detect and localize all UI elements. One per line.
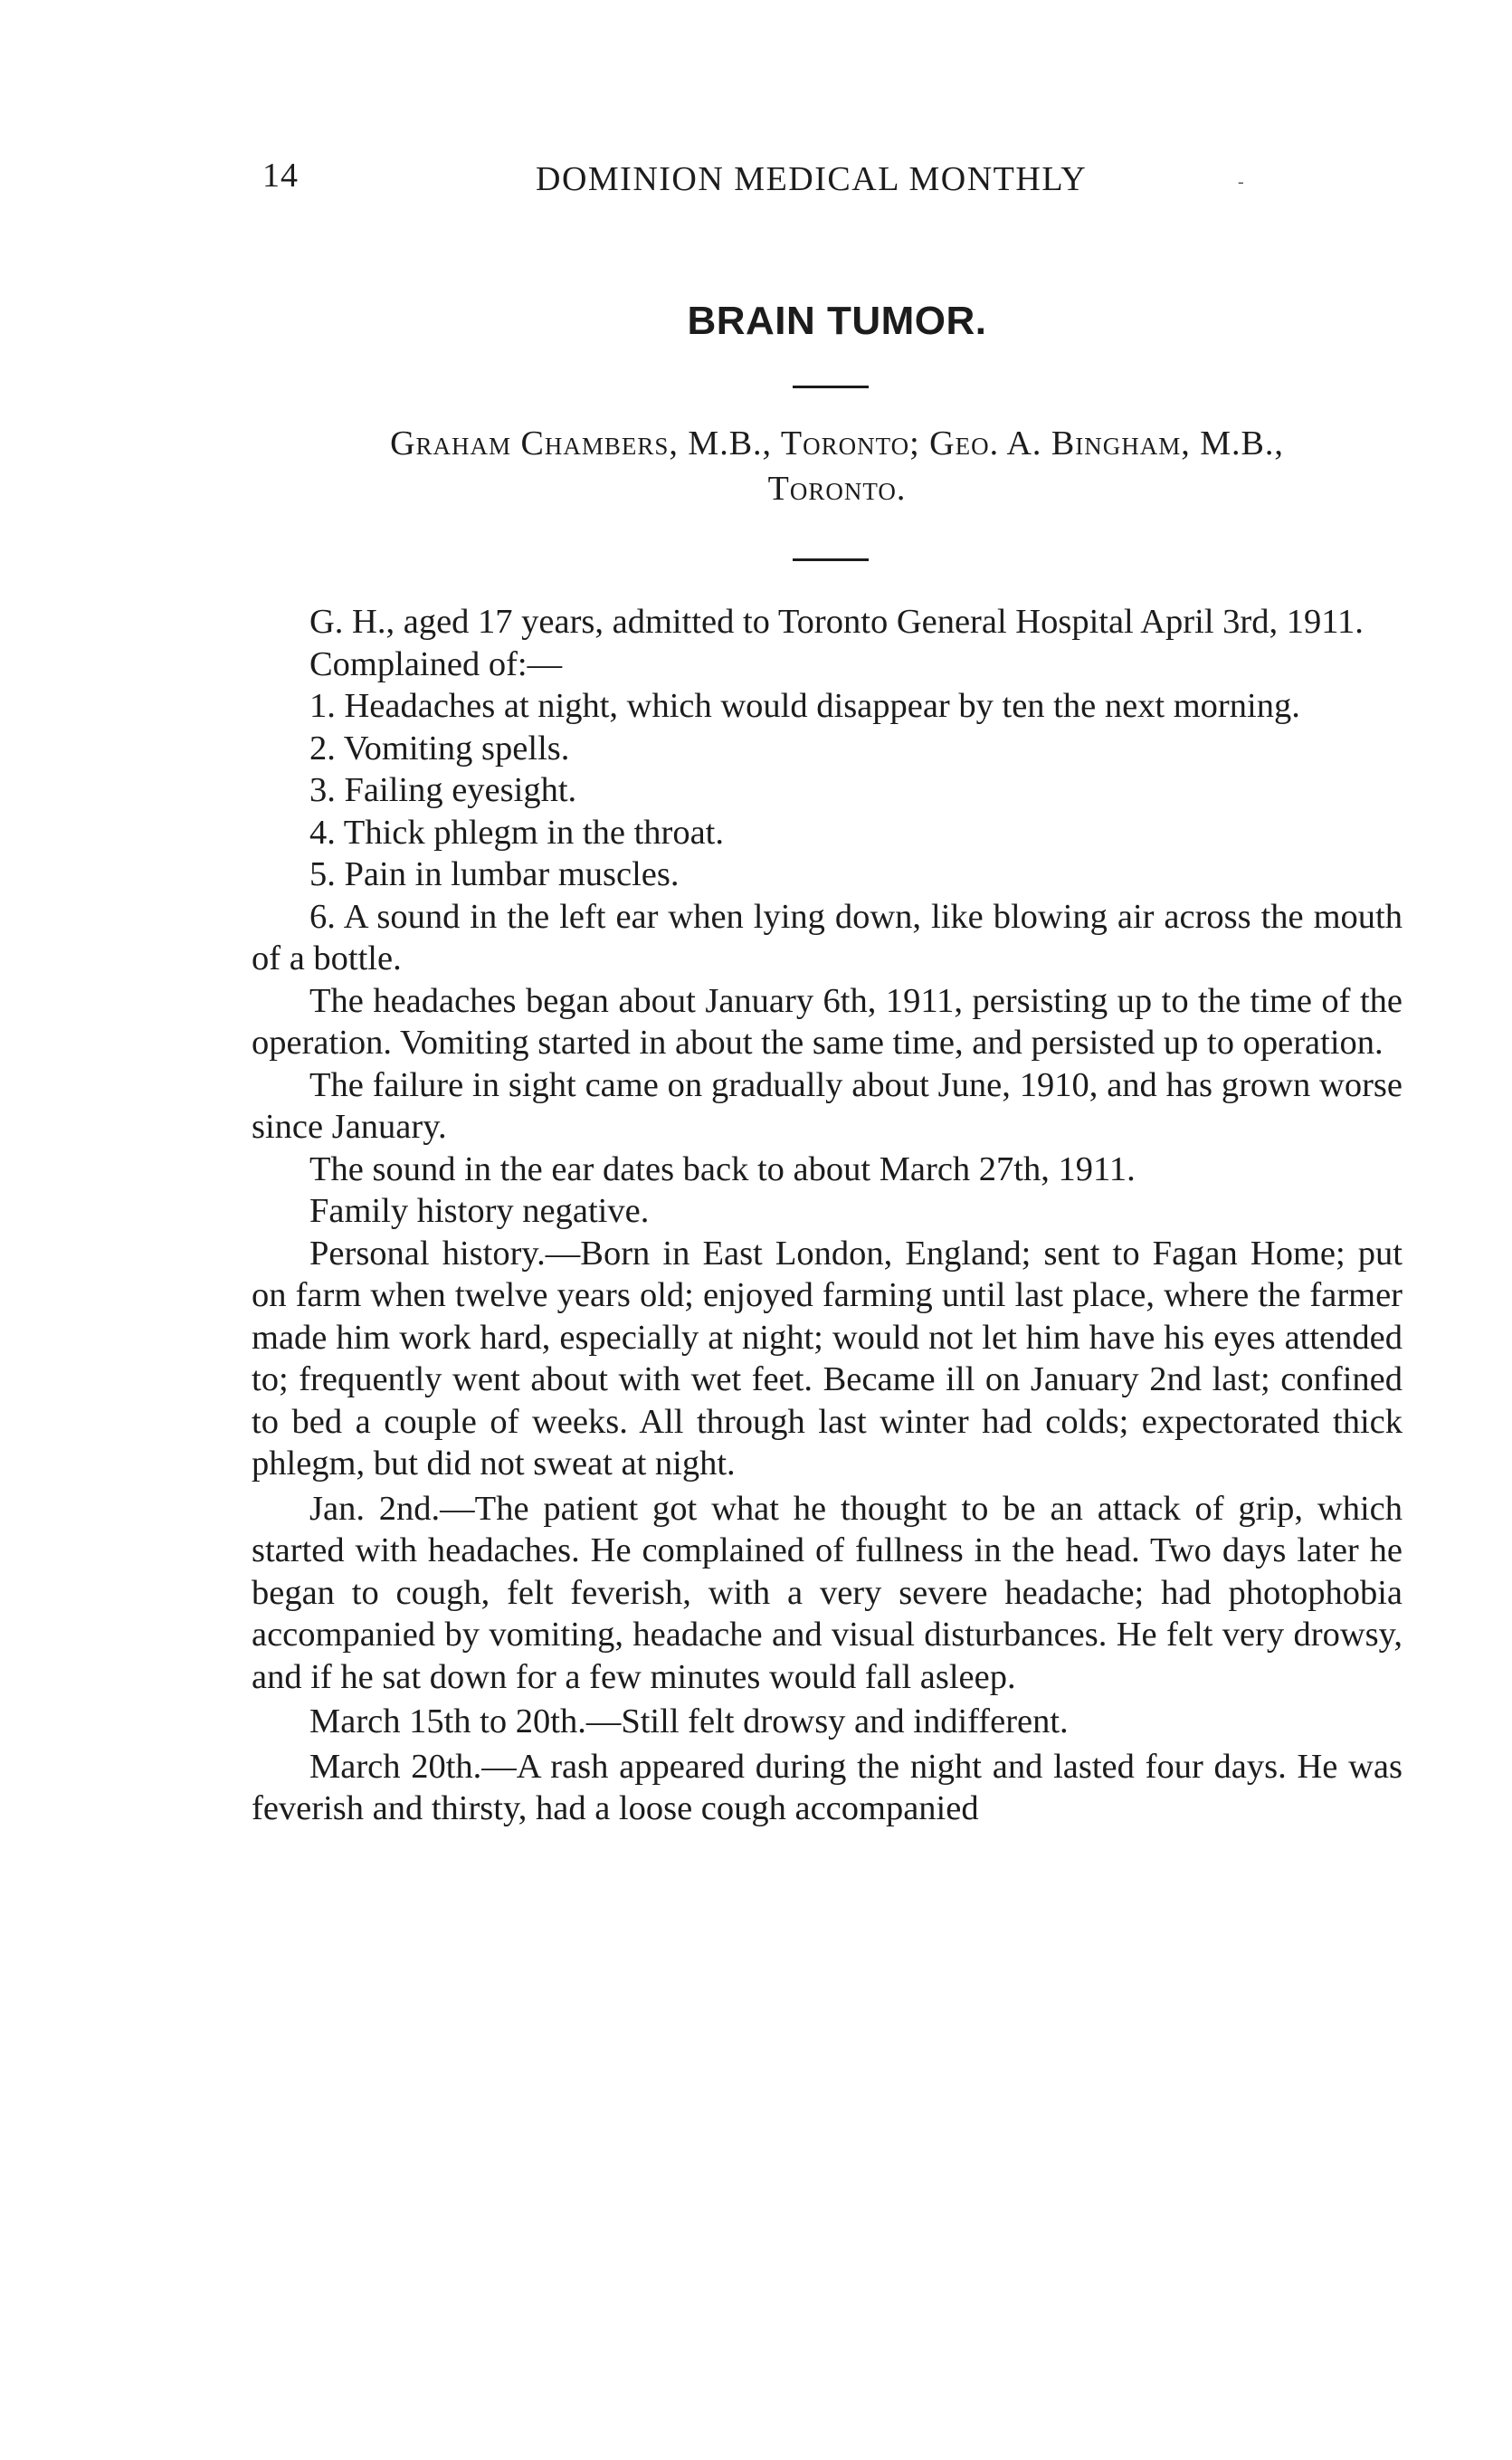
complaint-item-3: 3. Failing eyesight.: [309, 771, 577, 809]
complaint-item-6: 6. A sound in the left ear when lying down, like blowing air across the mouth of a bottle.: [252, 897, 1403, 977]
running-head: [0, 156, 1512, 201]
author-byline: [253, 421, 1421, 511]
paragraph-sight: The failure in sight came on gradually about June, 1910, and has grown worse since January.: [252, 1065, 1403, 1146]
paragraph-personal-history: Personal history.—Born in East London, England; sent to Fagan Home; put on farm when twelve years old; enjoyed farming until last place, where the farmer made him work hard, especially at night; would not let him have his eyes attended to; frequently went about with wet feet. Became ill on January 2nd last; confined to bed a couple of weeks. All through last winter had colds; expectorated thick phlegm, but did not sweat at night.: [252, 1234, 1403, 1483]
title-divider: [793, 386, 869, 388]
paragraph-jan-2nd: Jan. 2nd.—The patient got what he thought to be an attack of grip, which started with headaches. He complained of fullness in the head. Two days later he began to cough, felt feverish, with a very severe headache; had photophobia accompanied by vomiting, headache and visual disturbances. He felt very drowsy, and if he sat down for a few minutes would fall asleep.: [252, 1489, 1403, 1696]
paragraph-admission: G. H., aged 17 years, admitted to Toronto General Hospital April 3rd, 1911.: [309, 603, 1364, 641]
paragraph-headaches: The headaches began about January 6th, 1911, persisting up to the time of the operation. Vomiting started in about the same time, and persisted up to operation.: [252, 981, 1403, 1062]
paragraph-march-15th: March 15th to 20th.—Still felt drowsy and indifferent.: [309, 1702, 1069, 1740]
page-number: 14: [262, 157, 299, 195]
article-title: BRAIN TUMOR.: [687, 299, 987, 343]
byline-line-2: Toronto.: [767, 470, 907, 508]
byline-line-1: Graham Chambers, M.B., Toronto; Geo. A. Bingham, M.B.,: [390, 424, 1284, 462]
complaint-item-1: 1. Headaches at night, which would disappear by ten the next morning.: [309, 687, 1300, 725]
byline-divider: [793, 558, 869, 561]
complaint-item-5: 5. Pain in lumbar muscles.: [309, 855, 680, 893]
complaint-item-2: 2. Vomiting spells.: [309, 729, 570, 768]
article-body: [252, 601, 1403, 1830]
journal-title: DOMINION MEDICAL MONTHLY: [536, 160, 1088, 198]
paragraph-complaints-heading: Complained of:—: [309, 644, 563, 683]
paragraph-ear-sound: The sound in the ear dates back to about March 27th, 1911.: [309, 1149, 1136, 1188]
paragraph-family-history: Family history negative.: [309, 1192, 650, 1230]
complaint-item-4: 4. Thick phlegm in the throat.: [309, 813, 724, 852]
paragraph-march-20th: March 20th.—A rash appeared during the night and lasted four days. He was feverish and thirsty, had a loose cough accompanied: [252, 1747, 1403, 1827]
stray-mark: -: [1238, 172, 1244, 192]
